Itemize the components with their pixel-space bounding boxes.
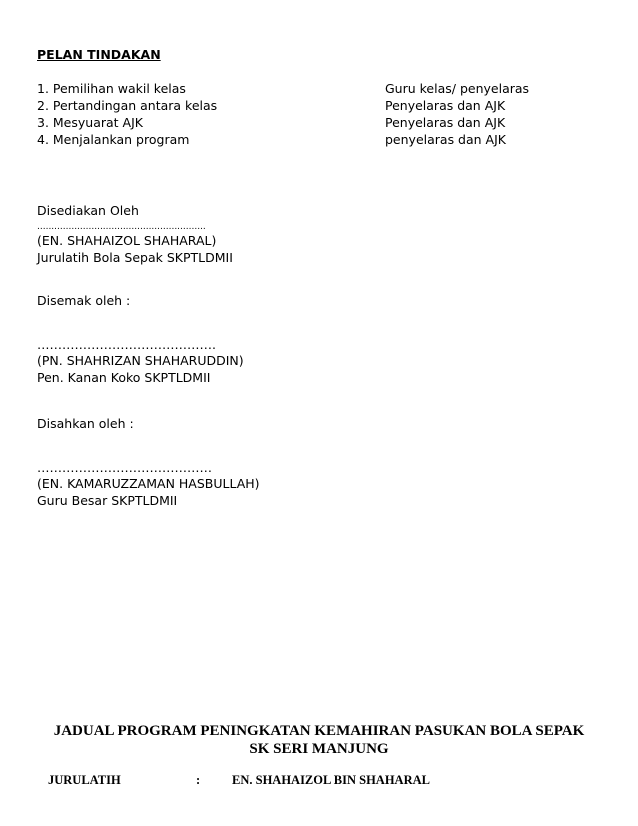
plan-item-2: 2. Pertandingan antara kelas	[37, 98, 218, 113]
checked-name: (PN. SHAHRIZAN SHAHARUDDIN)	[37, 353, 244, 368]
approved-position: Guru Besar SKPTLDMII	[37, 493, 178, 508]
plan-item-4: 4. Menjalankan program	[37, 132, 190, 147]
approved-signature-line: ……………………………………	[37, 460, 212, 475]
prepared-label: Disediakan Oleh	[37, 203, 139, 218]
checked-label: Disemak oleh :	[37, 293, 131, 308]
plan-heading: PELAN TINDAKAN	[37, 47, 161, 62]
plan-item-2-responsible: Penyelaras dan AJK	[385, 98, 506, 113]
plan-item-1: 1. Pemilihan wakil kelas	[37, 81, 186, 96]
checked-position: Pen. Kanan Koko SKPTLDMII	[37, 370, 211, 385]
plan-item-1-responsible: Guru kelas/ penyelaras	[385, 81, 530, 96]
plan-item-3: 3. Mesyuarat AJK	[37, 115, 143, 130]
coach-name: EN. SHAHAIZOL BIN SHAHARAL	[232, 773, 430, 787]
checked-signature-line: …………………………………….	[37, 337, 216, 352]
plan-item-3-responsible: Penyelaras dan AJK	[385, 115, 506, 130]
plan-item-4-responsible: penyelaras dan AJK	[385, 132, 506, 147]
approved-name: (EN. KAMARUZZAMAN HASBULLAH)	[37, 476, 260, 491]
coach-colon: :	[196, 773, 201, 787]
prepared-name: (EN. SHAHAIZOL SHAHARAL)	[37, 233, 217, 248]
coach-label: JURULATIH	[48, 773, 121, 787]
program-title-line2: SK SERI MANJUNG	[249, 741, 389, 757]
program-title-line1: JADUAL PROGRAM PENINGKATAN KEMAHIRAN PASUKAN BOLA SEPAK	[53, 723, 585, 739]
prepared-position: Jurulatih Bola Sepak SKPTLDMII	[37, 250, 233, 265]
approved-label: Disahkan oleh :	[37, 416, 134, 431]
prepared-signature-line: ...........................................................	[37, 222, 206, 232]
